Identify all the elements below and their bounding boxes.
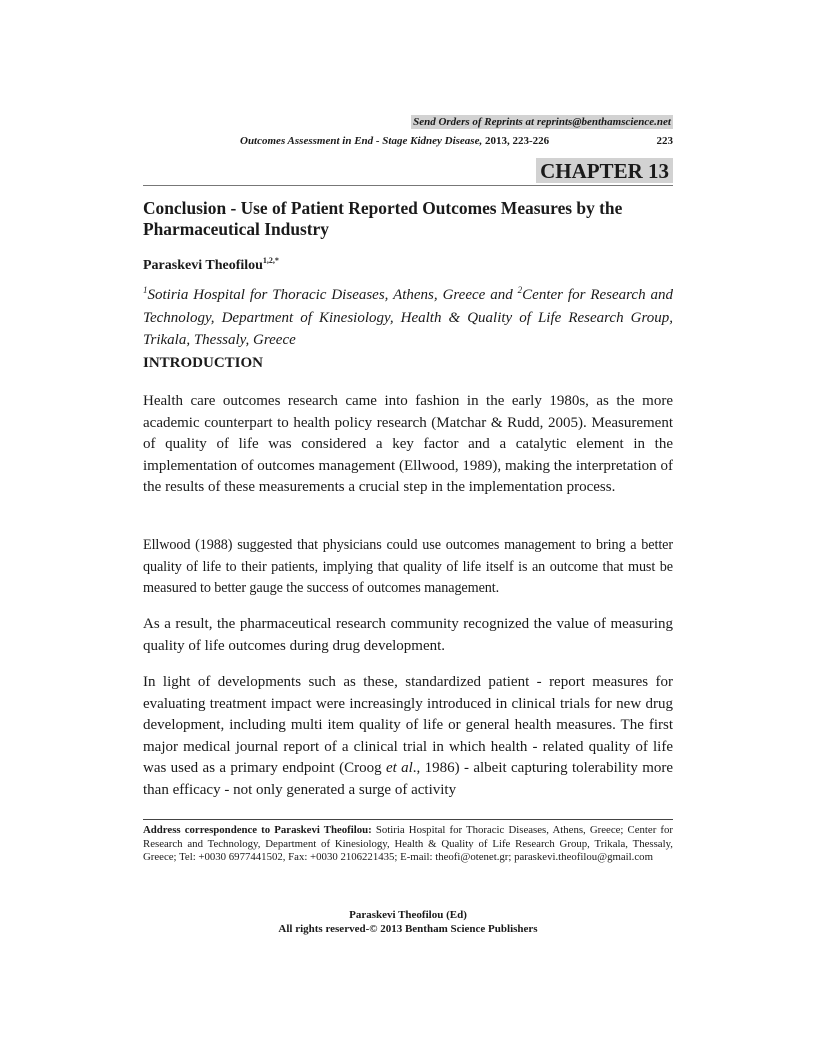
chapter-title: Conclusion - Use of Patient Reported Outcomes Measures by the Pharmaceutical Industry	[143, 198, 623, 239]
affiliation	[143, 279, 673, 352]
book-year-pages: 2013, 223-226	[484, 135, 550, 147]
affiliation-sup-1: 1	[143, 285, 148, 295]
paragraph-2: Ellwood (1988) suggested that physicians could use outcomes management to bring a better quality of life to their patients, implying that quality of life itself is an outcome that must be measured to better gauge the success of outcomes management.	[143, 537, 673, 596]
affiliation-part-1: Sotiria Hospital for Thoracic Diseases, Athens, Greece and	[147, 287, 518, 303]
correspondence-label: Address correspondence to Paraskevi Theofilou:	[143, 824, 372, 836]
section-heading: INTRODUCTION	[143, 355, 264, 371]
author-name: Paraskevi Theofilou	[143, 258, 263, 273]
chapter-label: CHAPTER 13	[536, 158, 673, 183]
correspondence-text: Sotiria Hospital for Thoracic Diseases, Athens, Greece; Center for Research and Technology, Department of Kinesiology, Health & Quality of Life Research Group, Trikala, Thessaly, Greece; Tel: +0030 6977441502, Fax: +0030 2106221435; E-mail: theofi@otenet.gr; paraskevi.theofilou@gmail.com	[143, 824, 673, 864]
footer-rights: All rights reserved-© 2013 Bentham Science Publishers	[278, 923, 538, 935]
paragraph-1: Health care outcomes research came into fashion in the early 1980s, as the more academic counterpart to health policy research (Matchar & Rudd, 2005). Measurement of quality of life was considered a key factor and a catalytic element in the implementation of outcomes management (Ellwood, 1989), making the interpretation of the results of these measurements a crucial step in the implementation process.	[143, 393, 673, 495]
paragraph-4-part-b: ., 1986) - albeit capturing tolerability more than efficacy - not only generated a surge of activity	[143, 760, 674, 798]
affiliation-part-2: Center for Research and Technology, Department of Kinesiology, Health & Quality of Life Research Group, Trikala, Thessaly, Greece	[143, 287, 673, 348]
running-header-source	[240, 134, 549, 148]
reprints-notice: Send Orders of Reprints at reprints@benthamscience.net	[413, 116, 671, 128]
paragraph-3: As a result, the pharmaceutical research community recognized the value of measuring quality of life outcomes during drug development.	[143, 616, 673, 654]
author-line	[143, 252, 279, 275]
paragraph-4-part-a: In light of developments such as these, standardized patient - report measures for evaluating treatment impact were increasingly introduced in clinical trials for new drug development, including multi item quality of life or general health measures. The first major medical journal report of a clinical trial in which health - related quality of life was used as a primary endpoint (Croog	[143, 674, 673, 776]
correspondence-note	[143, 824, 673, 865]
footnote-rule	[143, 819, 673, 820]
page-number: 223	[656, 135, 673, 147]
page-footer	[143, 908, 673, 936]
footer-editor: Paraskevi Theofilou (Ed)	[349, 909, 467, 921]
affiliation-sup-2: 2	[517, 285, 523, 295]
paragraph-4-etal: et al	[385, 760, 413, 776]
running-header	[240, 134, 673, 148]
paragraph-4	[143, 672, 673, 801]
author-superscript: 1,2,*	[262, 256, 279, 265]
header-rule	[143, 185, 673, 186]
book-title: Outcomes Assessment in End - Stage Kidney Disease,	[240, 135, 483, 147]
